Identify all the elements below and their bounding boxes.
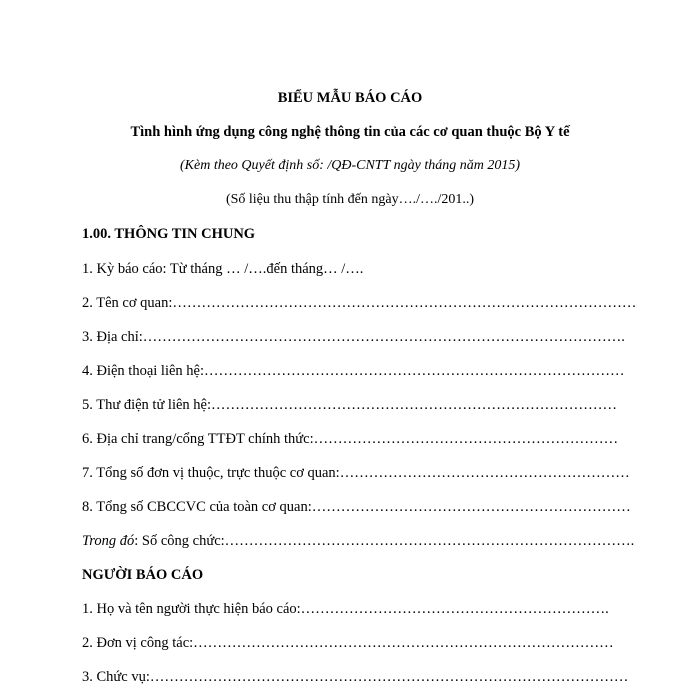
address-line: 3. Địa chỉ:………………………………………………………………………………………. [82,329,625,345]
general-info-heading: 1.00. THÔNG TIN CHUNG [82,226,256,242]
email-line: 5. Thư điện tử liên hệ:………………………………………………………………………… [82,397,618,413]
phone-line: 4. Điện thoại liên hệ:…………………………………………………………………………… [82,363,625,379]
website-line: 6. Địa chỉ trang/cổng TTĐT chính thức:……………………………………………………… [82,431,619,447]
document-subtitle: Tình hình ứng dụng công nghệ thông tin của các cơ quan thuộc Bộ Y tế [130,124,570,140]
reporter-unit-line: 2. Đơn vị công tác:…………………………………………………………………………… [82,635,614,651]
agency-name-line: 2. Tên cơ quan:…………………………………………………………………………………… [82,295,637,311]
reporter-heading: NGƯỜI BÁO CÁO [82,567,204,583]
unit-count-line: 7. Tổng số đơn vị thuộc, trực thuộc cơ quan:…………………………………………………… [82,465,630,481]
civil-servant-text: : Số công chức:…………………………………………………………………………. [134,533,635,549]
reporter-name-line: 1. Họ và tên người thực hiện báo cáo:………………………………………………………. [82,601,609,617]
report-period-line: 1. Kỳ báo cáo: Từ tháng … /….đến tháng… /…. [82,261,364,277]
reporter-position-line: 3. Chức vụ:……………………………………………………………………………………… [82,669,629,685]
document-title: BIỂU MẪU BÁO CÁO [277,90,423,106]
data-collection-note: (Số liệu thu thập tính đến ngày…./…./201..) [225,192,475,207]
staff-count-line: 8. Tổng số CBCCVC của toàn cơ quan:………………………………………………………… [82,499,631,515]
civil-servant-line [82,533,634,550]
attachment-note: (Kèm theo Quyết định số: /QĐ-CNTT ngày tháng năm 2015) [180,158,520,173]
trong-do-label: Trong đó [82,533,135,549]
